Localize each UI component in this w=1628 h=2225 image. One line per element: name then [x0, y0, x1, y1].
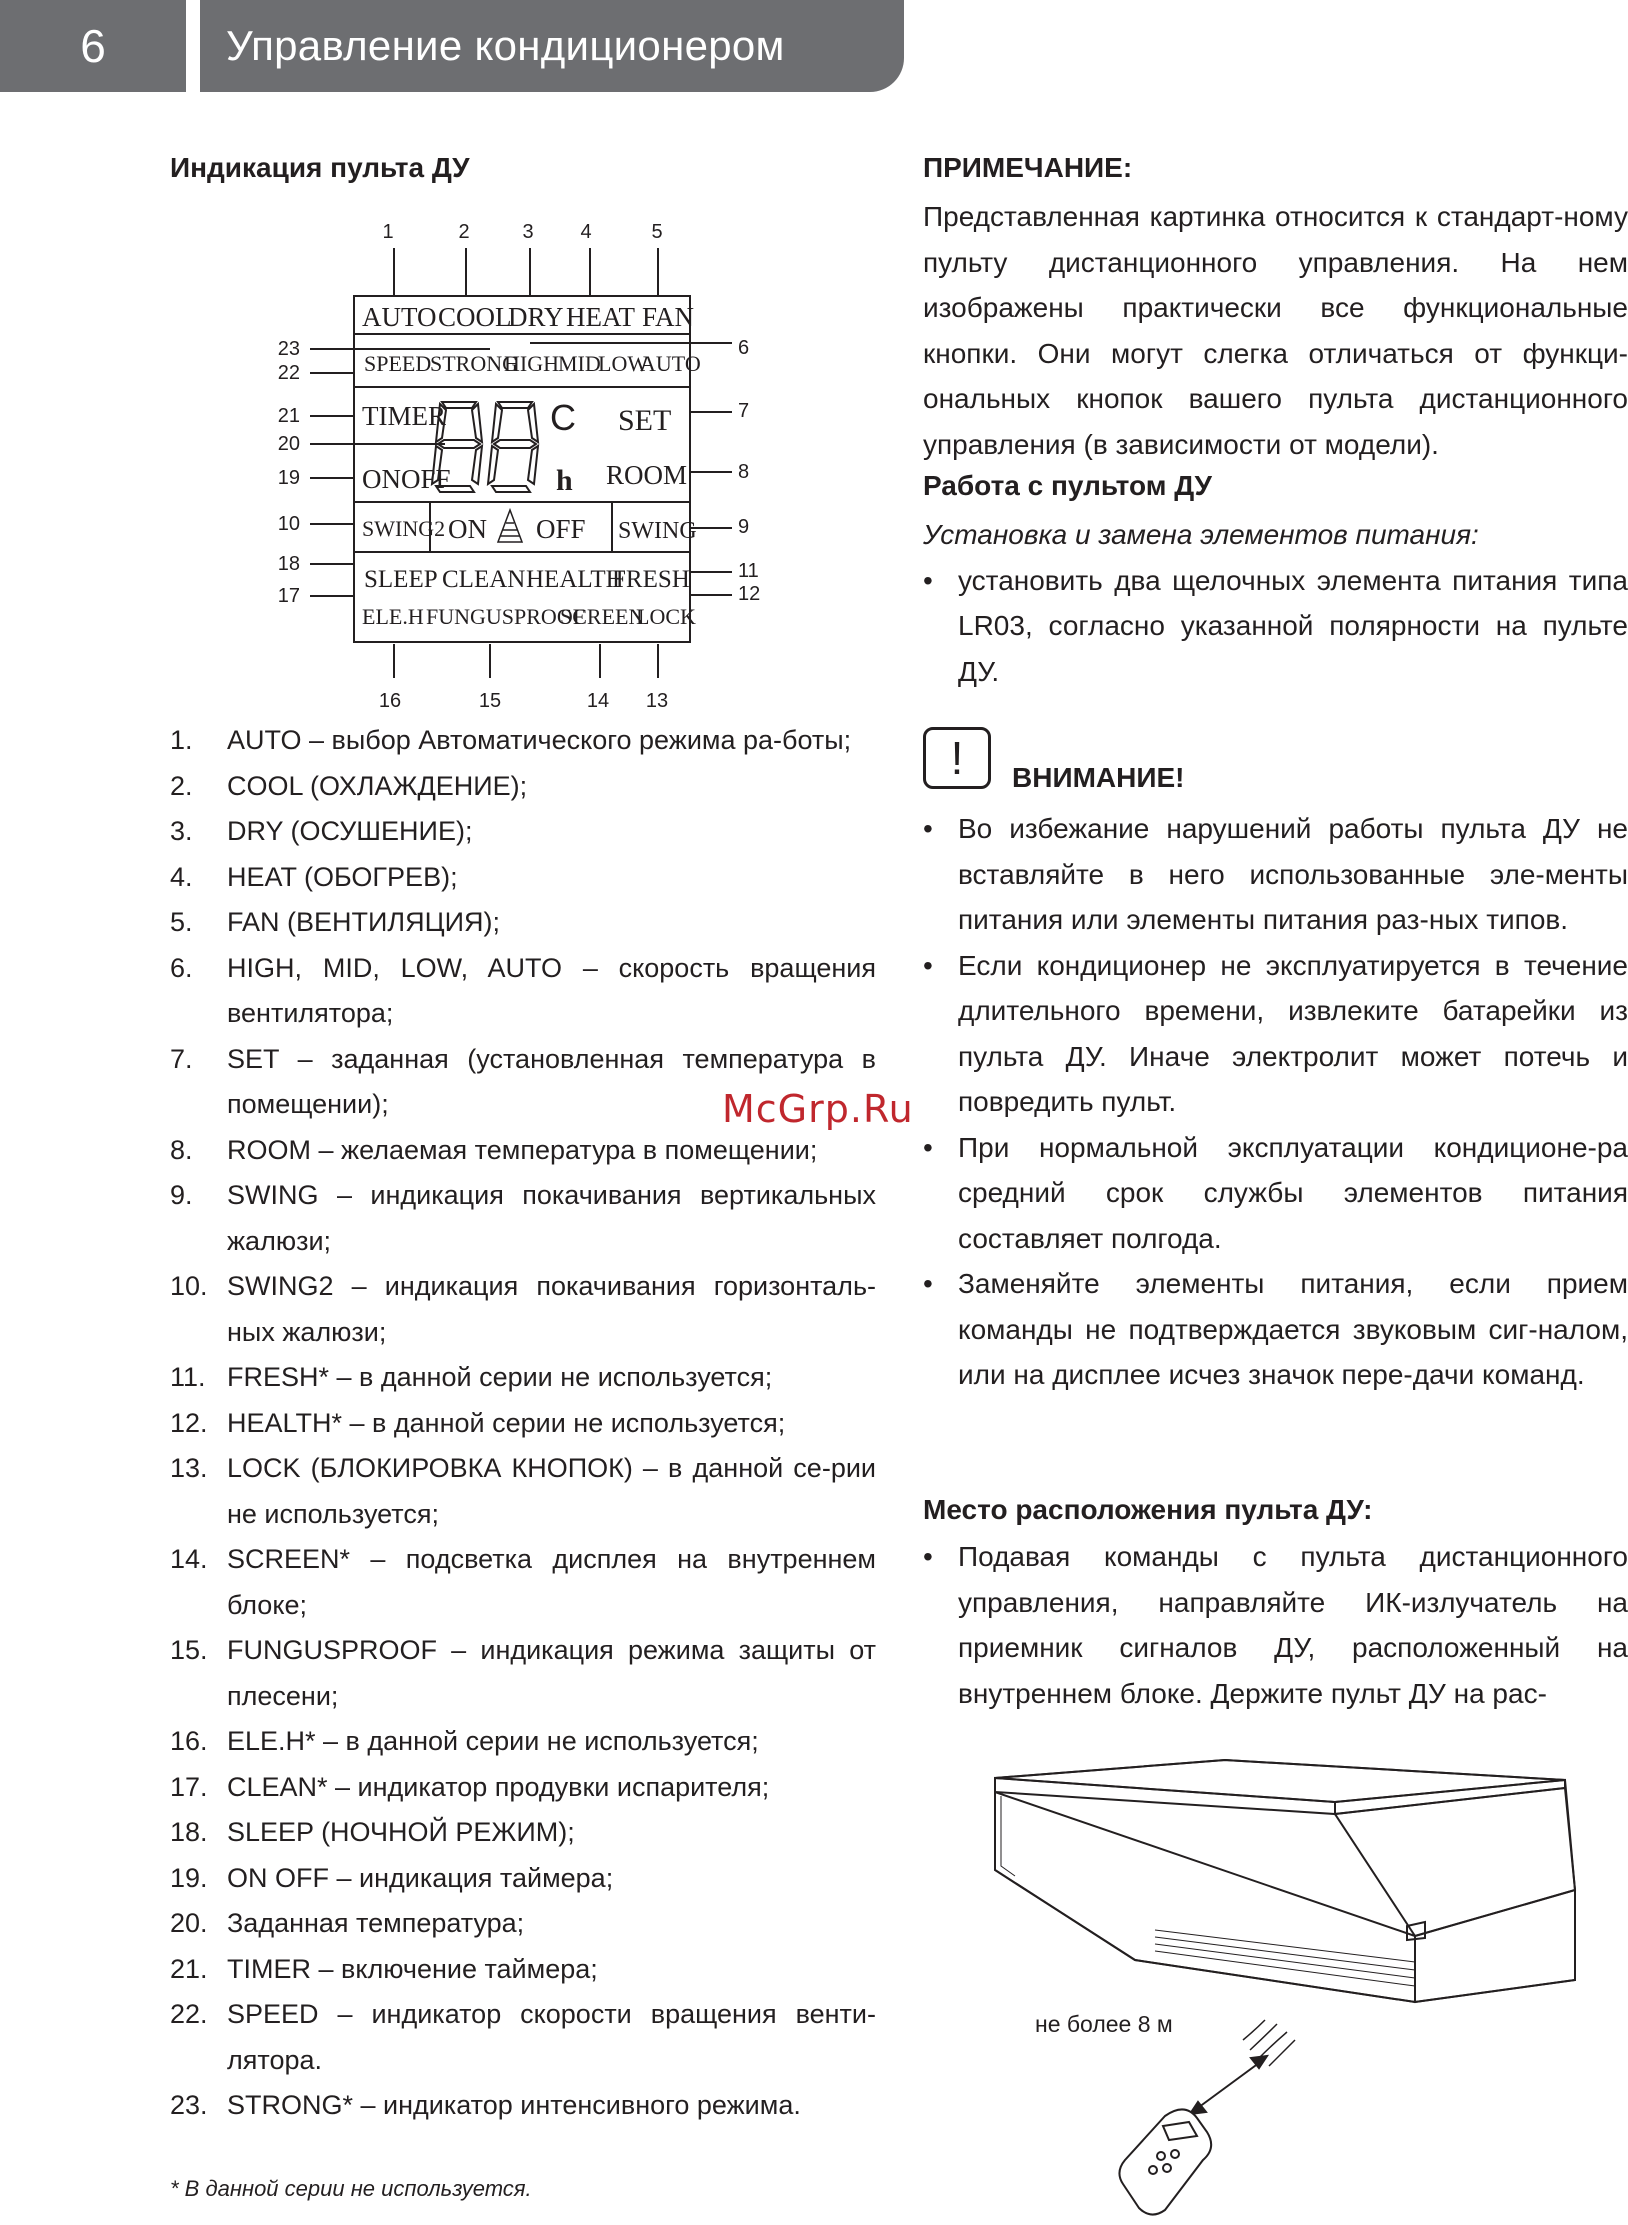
callout-bottom-13: 13: [645, 690, 669, 712]
list-item: 5. FAN (ВЕНТИЛЯЦИЯ);: [170, 907, 501, 937]
list-item: 1. AUTO – выбор Автоматического режима ра-боты;: [170, 725, 852, 755]
callout-left-20: 20: [277, 433, 300, 455]
remote-lcd-diagram: [270, 212, 770, 722]
callout-right-9: 9: [738, 516, 750, 538]
lcd-screen: SCREEN: [560, 604, 645, 629]
air-conditioner-illustration: [975, 1740, 1585, 2220]
note-block: [923, 194, 1628, 467]
lcd-fresh: FRESH: [612, 566, 690, 593]
warning-icon: !: [923, 727, 991, 789]
callout-right-12: 12: [738, 583, 761, 605]
lcd-mid: MID: [558, 351, 601, 376]
callout-left-10: 10: [277, 513, 300, 535]
lcd-row-functions: [364, 566, 690, 593]
lcd-clean: CLEAN: [442, 566, 526, 593]
list-item: 6. HIGH, MID, LOW, AUTO – скорость вращения вентилятора;: [170, 952, 876, 1028]
list-item: 12. HEALTH* – в данной серии не используется;: [170, 1407, 786, 1438]
location-bullet: • Подавая команды с пульта дистанционного управления, направляйте ИК-излучатель на приемник сигналов ДУ, расположенный на внутреннем блоке. Держите пульт ДУ на рас-: [923, 1534, 1628, 1716]
lcd-off: OFF: [536, 514, 586, 544]
callout-right-8: 8: [738, 461, 750, 483]
callout-bottom-14: 14: [586, 690, 610, 712]
battery-subheading: Установка и замена элементов питания:: [923, 519, 1479, 550]
chapter-title: Управление кондиционером: [226, 22, 785, 69]
note-heading: ПРИМЕЧАНИЕ:: [923, 152, 1133, 183]
lcd-set: SET: [618, 404, 672, 437]
callout-numbers: [278, 221, 761, 712]
callout-left-21: 21: [277, 405, 300, 427]
distance-label: не более 8 м: [1035, 2011, 1173, 2037]
list-item: 10. SWING2 – индикация покачивания горизонталь-ных жалюзи;: [170, 1271, 876, 1347]
list-item: 13. LOCK (БЛОКИРОВКА КНОПОК) – в данной се-рии не используется;: [170, 1453, 876, 1529]
lcd-fungusproof: FUNGUSPROOF: [426, 604, 585, 629]
list-item: 11. FRESH* – в данной серии не используется;: [170, 1362, 773, 1392]
page-number-tab: [0, 0, 186, 92]
list-item: 3. DRY (ОСУШЕНИЕ);: [170, 816, 473, 846]
lcd-swing: SWING: [618, 518, 697, 544]
lcd-hour: h: [556, 464, 573, 497]
callout-left-17: 17: [277, 585, 300, 607]
watermark: McGrp.Ru: [722, 1087, 914, 1131]
lcd-cool: COOL: [438, 302, 512, 332]
callout-top-1: 1: [382, 221, 394, 243]
lcd-eleh: ELE.H: [362, 604, 424, 629]
lcd-fan: FAN: [642, 302, 695, 332]
page-number: 6: [80, 20, 106, 72]
lcd-row-modes: [362, 302, 694, 332]
callout-top-5: 5: [651, 221, 663, 243]
callout-left-22: 22: [277, 362, 300, 384]
remote-display-heading: Индикация пульта ДУ: [170, 152, 470, 183]
list-item: 19. ON OFF – индикация таймера;: [170, 1862, 614, 1893]
warning-bullet: • При нормальной эксплуатации кондиционе-ра средний срок службы элементов питания составляет полгода.: [923, 1125, 1628, 1262]
lcd-auto: AUTO: [362, 302, 437, 332]
list-item: 14. SCREEN* – подсветка дисплея на внутреннем блоке;: [170, 1544, 876, 1620]
warning-list: [923, 806, 1628, 1398]
lcd-row-speed: [364, 351, 701, 376]
lcd-heat: HEAT: [566, 302, 635, 332]
location-block: [923, 1534, 1628, 1716]
lcd-high: HIGH: [504, 351, 559, 376]
list-item: 9. SWING – индикация покачивания вертикальных жалюзи;: [170, 1180, 876, 1256]
callout-bottom-16: 16: [378, 690, 402, 712]
lcd-celsius: C: [550, 397, 576, 438]
callout-top-4: 4: [580, 221, 592, 243]
lcd-lock: LOCK: [636, 604, 696, 629]
lcd-row-extras: [362, 604, 696, 629]
battery-bullet: • установить два щелочных элемента питания типа LR03, согласно указанной полярности на пульте ДУ.: [923, 558, 1628, 695]
lcd-onoff: ONOFF: [362, 464, 451, 494]
indicator-list: [170, 718, 876, 2129]
lcd-health: HEALTH: [526, 566, 624, 593]
warning-bullet: • Заменяйте элементы питания, если прием команды не подтверждается звуковым сиг-налом, или на дисплее исчез значок пере-дачи команд.: [923, 1261, 1628, 1398]
list-item: 2. COOL (ОХЛАЖДЕНИЕ);: [170, 770, 528, 801]
footnote: * В данной серии не используется.: [170, 2176, 532, 2201]
callout-bottom-15: 15: [478, 690, 502, 712]
list-item: 7. SET – заданная (установленная температура в помещении);: [170, 1043, 876, 1119]
lcd-dry: DRY: [508, 302, 564, 332]
list-item: 16. ELE.H* – в данной серии не используется;: [170, 1726, 759, 1756]
callout-right-11: 11: [738, 560, 759, 582]
list-item: 17. CLEAN* – индикатор продувки испарителя;: [170, 1771, 770, 1802]
callout-right-7: 7: [738, 400, 750, 422]
list-item: 18. SLEEP (НОЧНОЙ РЕЖИМ);: [170, 1817, 575, 1847]
callout-right-6: 6: [738, 337, 750, 359]
lcd-sleep: SLEEP: [364, 566, 438, 593]
callout-left-18: 18: [277, 553, 300, 575]
list-item: 20. Заданная температура;: [170, 1908, 525, 1938]
list-item: 15. FUNGUSPROOF – индикация режима защиты от плесени;: [170, 1635, 876, 1711]
chapter-title-bar: [200, 0, 904, 92]
callout-left-19: 19: [277, 467, 300, 489]
list-item: 8. ROOM – желаемая температура в помещении;: [170, 1134, 818, 1165]
callout-left-23: 23: [277, 338, 300, 360]
remote-control-icon: [1119, 2109, 1211, 2214]
note-text: Представленная картинка относится к стандарт-ному пульту дистанционного управления. На нем изображены практически все функциональные кнопки. Они могут слегка отличаться от функци-ональных кнопок вашего пульта дистанционного управления (в зависимости от модели).: [923, 201, 1628, 460]
callout-top-2: 2: [458, 221, 470, 243]
lcd-timer: TIMER: [362, 401, 446, 431]
lcd-fan-auto: AUTO: [640, 351, 701, 376]
lcd-on: ON: [448, 514, 487, 544]
warning-bullet: • Во избежание нарушений работы пульта ДУ не вставляйте в него использованные эле-менты питания или элементы питания раз-ных типов.: [923, 806, 1628, 943]
list-item: 21. TIMER – включение таймера;: [170, 1953, 598, 1984]
list-item: 22. SPEED – индикатор скорости вращения венти-лятора.: [170, 1999, 876, 2075]
lcd-swing2: SWING2: [362, 516, 446, 541]
list-item: 4. HEAT (ОБОГРЕВ);: [170, 861, 458, 892]
remote-usage-heading: Работа с пультом ДУ: [923, 470, 1212, 501]
warning-heading: ВНИМАНИЕ!: [1012, 762, 1185, 793]
warning-bullet: • Если кондиционер не эксплуатируется в течение длительного времени, извлеките батарейки из пульта ДУ. Иначе электролит может потечь и повредить пульт.: [923, 943, 1628, 1125]
list-item: 23. STRONG* – индикатор интенсивного режима.: [170, 2090, 801, 2120]
lcd-low: LOW: [598, 351, 649, 376]
lcd-room: ROOM: [606, 460, 688, 490]
lcd-strong: STRONG: [430, 351, 519, 376]
location-heading: Место расположения пульта ДУ:: [923, 1494, 1373, 1525]
transmit-icon: [498, 510, 522, 542]
callout-top-3: 3: [522, 221, 534, 243]
lcd-speed: SPEED: [364, 351, 432, 376]
battery-block: [923, 512, 1628, 694]
